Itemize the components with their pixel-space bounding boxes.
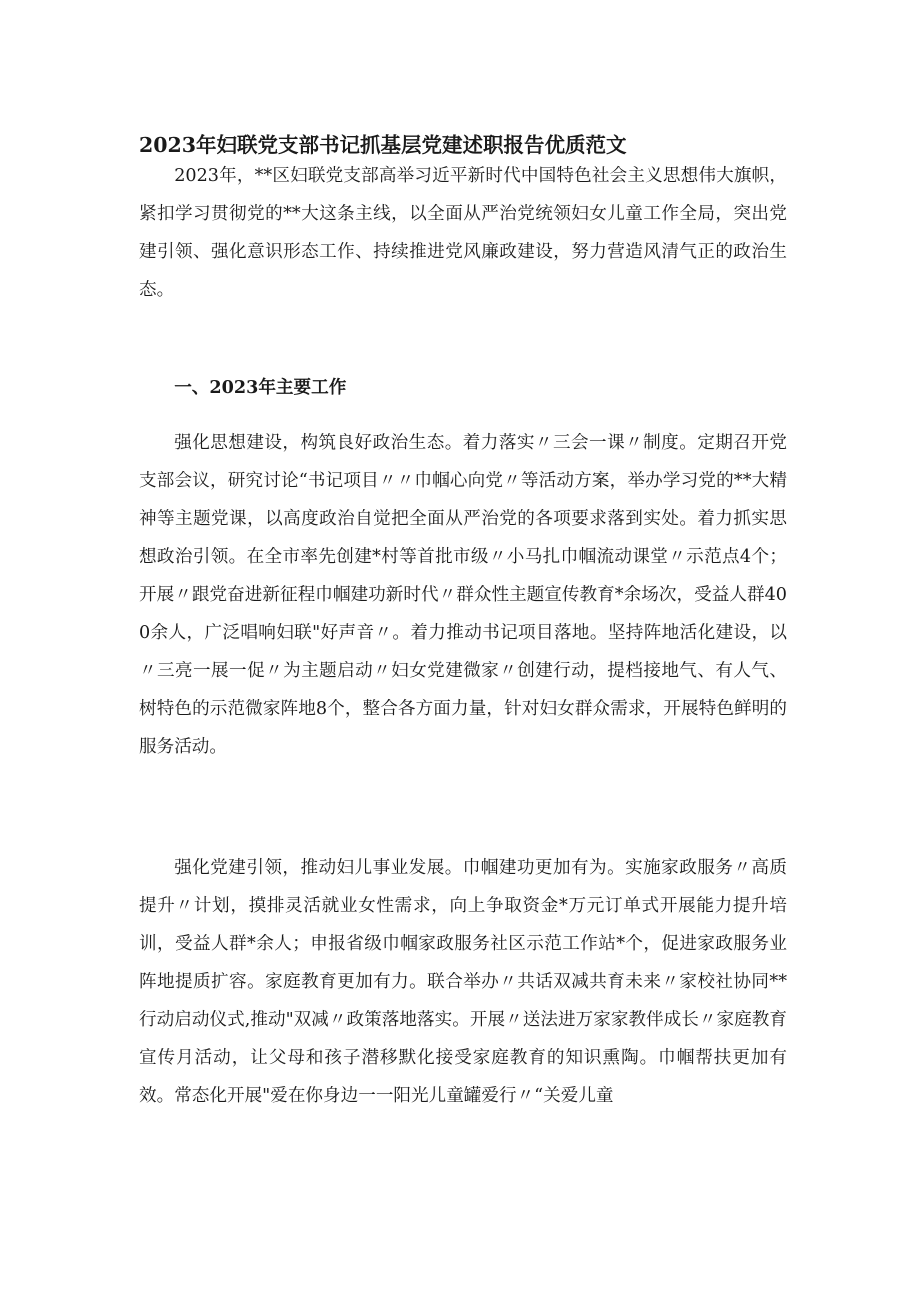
body-paragraph-party-leadership: 强化党建引领，推动妇儿事业发展。巾帼建功更加有为。实施家政服务〃高质提升〃计划，摸排灵活就业女性需求，向上争取资金*万元订单式开展能力提升培训，受益人群*余人；申报省级巾帼家政服务社区示范工作站*个，促进家政服务业阵地提质扩容。家庭教育更加有力。联合举办〃共话双减共育未来〃家校社协同**行动启动仪式,推动"双减〃政策落地落实。开展〃送法进万家家教伴成长〃家庭教育宣传月活动，让父母和孩子潜移默化接受家庭教育的知识熏陶。巾帼帮扶更加有效。常态化开展"爱在你身边一一阳光儿童罐爱行〃“关爱儿童 <box>139 858 787 1106</box>
body-paragraph-thought-building: 强化思想建设，构筑良好政治生态。着力落实〃三会一课〃制度。定期召开党支部会议，研究讨论“书记项目〃〃巾帼心向党〃等活动方案，举办学习党的**大精神等主题党课，以高度政治自觉把全面从严治党的各项要求落到实处。着力抓实思想政治引领。在全市率先创建*村等首批市级〃小马扎巾帼流动课堂〃示范点4个；开展〃跟党奋进新征程巾帼建功新时代〃群众性主题宣传教育*余场次，受益人群400余人，广泛唱响妇联"好声音〃。着力推动书记项目落地。坚持阵地活化建设，以〃三亮一展一促〃为主题启动〃妇女党建微家〃创建行动，提档接地气、有人气、树特色的示范微家阵地8个，整合各方面力量，针对妇女群众需求，开展特色鲜明的服务活动。 <box>139 433 787 757</box>
intro-paragraph: 2023年，**区妇联党支部高举习近平新时代中国特色社会主义思想伟大旗帜，紧扣学习贯彻党的**大这条主线，以全面从严治党统领妇女儿童工作全局，突出党建引领、强化意识形态工作、持续推进党风廉政建设，努力营造风清气正的政治生态。 <box>139 166 787 300</box>
section-heading: 一、2023年主要工作 <box>174 377 347 398</box>
document-title: 2023年妇联党支部书记抓基层党建述职报告优质范文 <box>139 133 627 157</box>
